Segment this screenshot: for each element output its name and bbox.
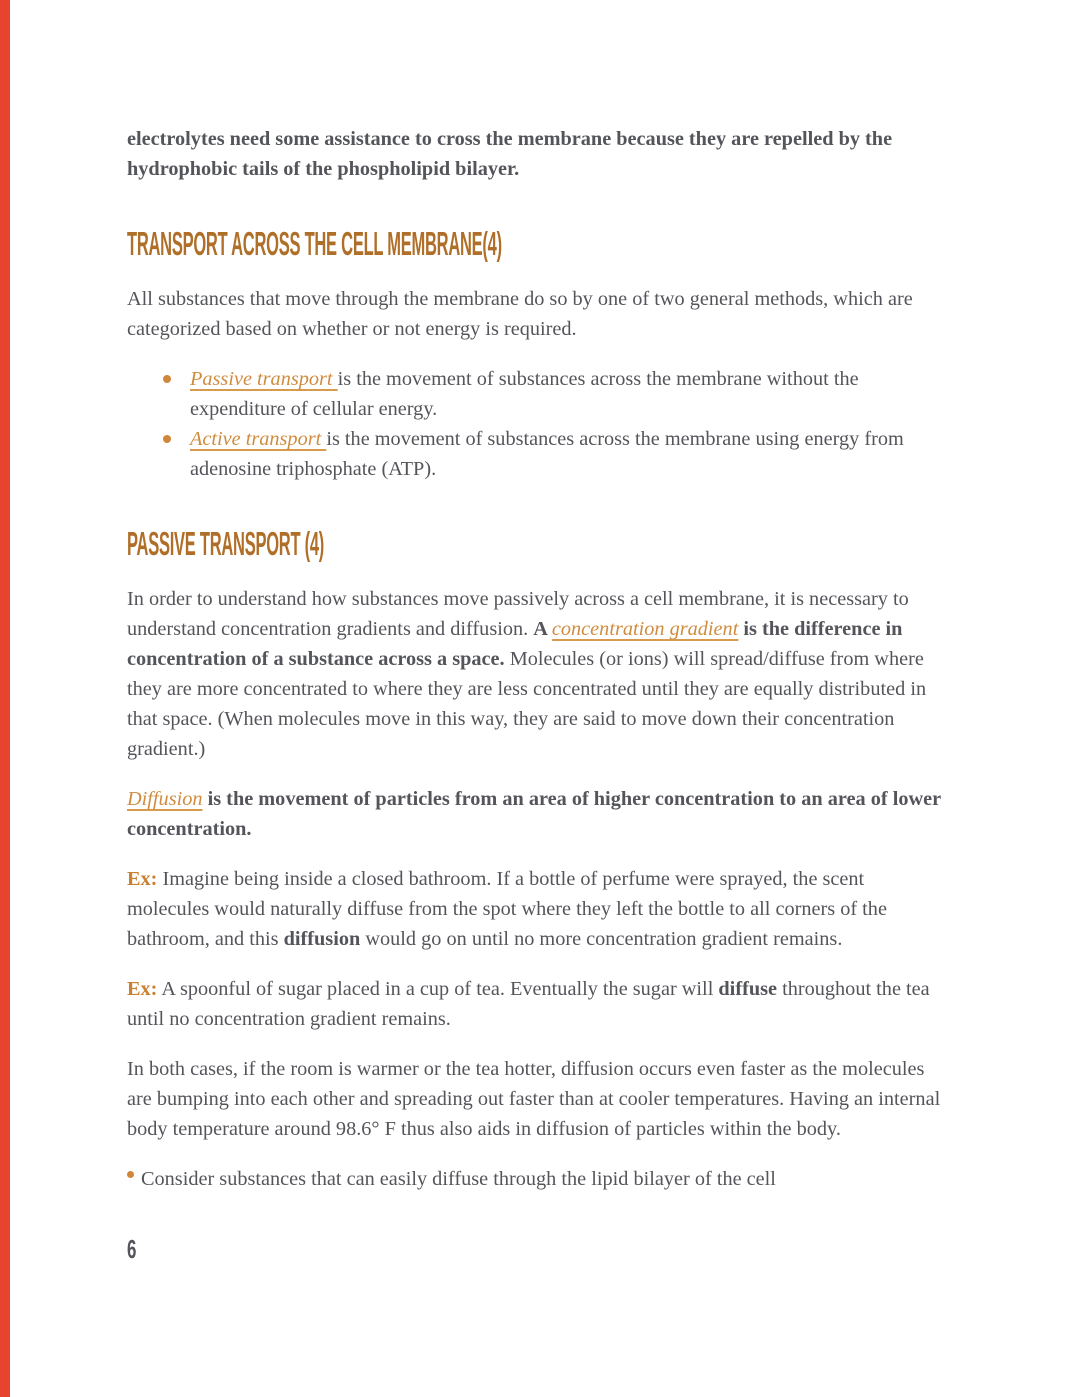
text-segment: is the movement of particles from an area of higher concentration to an area of lower concentration. <box>127 788 941 840</box>
heading-text: PASSIVE TRANSPORT (4) <box>127 525 325 562</box>
text-segment: diffuse <box>718 978 778 1000</box>
paragraph-example-perfume <box>127 864 947 954</box>
text-segment: Imagine being inside a closed bathroom. If a bottle of perfume were sprayed, the scent molecules would naturally diffuse from the spot where they left the bottle to all corners of the bathroom, and this <box>127 868 887 950</box>
text-segment: All substances that move through the membrane do so by one of two general methods, which are categorized based on whether or not energy is required. <box>127 288 913 340</box>
active-transport-link[interactable]: Active transport <box>190 428 327 450</box>
text-segment: throughout the tea until no concentration gradient remains. <box>127 978 930 1030</box>
page-number <box>127 1234 947 1264</box>
paragraph-electrolytes <box>127 124 947 184</box>
text-segment: diffusion <box>283 928 361 950</box>
text-segment: A <box>533 618 552 640</box>
paragraph-concentration-gradient <box>127 584 947 764</box>
paragraph-diffusion-definition <box>127 784 947 844</box>
paragraph-consider-bullet <box>127 1164 947 1194</box>
text-segment: is the difference in concentration of a substance across a space. <box>127 618 903 670</box>
section-heading-transport-across-membrane <box>127 226 947 262</box>
text-segment: would go on until no more concentration gradient remains. <box>360 928 843 950</box>
document-page <box>127 124 947 1264</box>
paragraph-example-sugar <box>127 974 947 1034</box>
passive-transport-link[interactable]: Passive transport <box>190 368 338 390</box>
list-item-active-transport <box>190 424 919 484</box>
text-segment: electrolytes need some assistance to cross the membrane because they are repelled by the hydrophobic tails of the phospholipid bilayer. <box>127 128 893 180</box>
concentration-gradient-link[interactable]: concentration gradient <box>551 618 739 640</box>
text-segment: is the movement of substances across the membrane without the expenditure of cellular energy. <box>190 368 859 420</box>
text-segment: Ex: <box>127 868 158 890</box>
text-segment: Consider substances that can easily diffuse through the lipid bilayer of the cell <box>141 1168 776 1190</box>
text-segment: Ex: <box>127 978 158 1000</box>
diffusion-link[interactable]: Diffusion <box>127 788 203 810</box>
paragraph-temperature-diffusion <box>127 1054 947 1144</box>
transport-types-list <box>127 364 947 484</box>
text-segment: Molecules (or ions) will spread/diffuse from where they are more concentrated to where they are less concentrated until they are equally distributed in that space. (When molecules move in this way, they are said to move down their concentration gradient.) <box>127 648 927 760</box>
text-segment: A spoonful of sugar placed in a cup of tea. Eventually the sugar will <box>157 978 719 1000</box>
paragraph-two-methods <box>127 284 947 344</box>
text-segment: In both cases, if the room is warmer or the tea hotter, diffusion occurs even faster as the molecules are bumping into each other and spreading out faster than at cooler temperatures. Having an internal body temperature around 98.6° F thus also aids in diffusion of particles within the body. <box>127 1058 941 1140</box>
page-number-text: 6 <box>127 1234 137 1264</box>
heading-text: TRANSPORT ACROSS THE CELL MEMBRANE(4) <box>127 225 502 262</box>
page-edge-stripe <box>0 0 10 1397</box>
text-segment: In order to understand how substances move passively across a cell membrane, it is necessary to understand concentration gradients and diffusion. <box>127 588 909 640</box>
section-heading-passive-transport <box>127 526 947 562</box>
list-item-passive-transport <box>190 364 919 424</box>
text-segment: is the movement of substances across the membrane using energy from adenosine triphosphate (ATP). <box>190 428 904 480</box>
